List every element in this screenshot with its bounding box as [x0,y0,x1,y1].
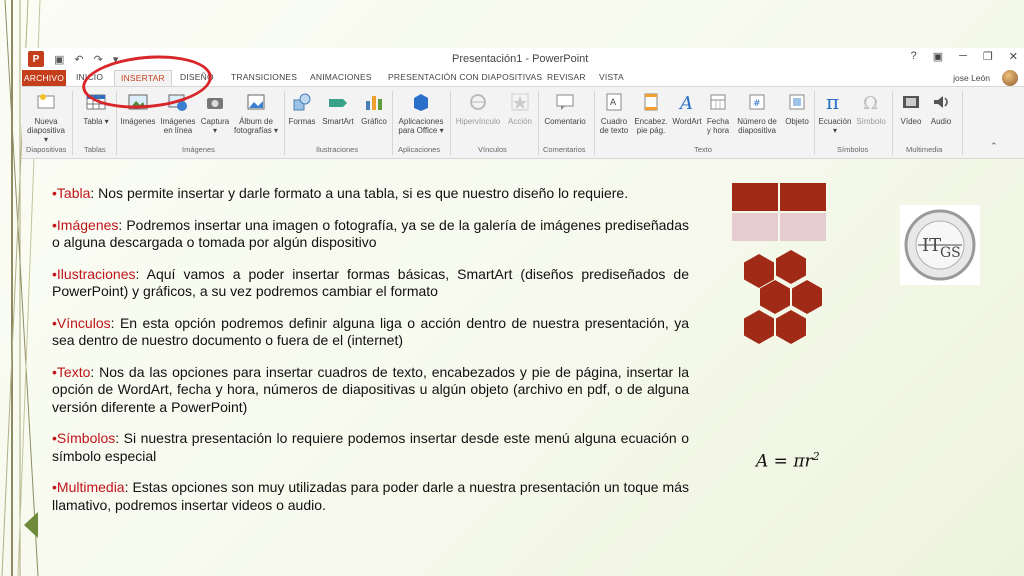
tab-inicio[interactable]: INICIO [76,72,104,82]
svg-text:IT: IT [922,235,942,256]
group-tablas: Tablas [84,145,106,154]
shapes-label: Formas [288,117,316,126]
textbox-label: Cuadro de texto [599,117,629,135]
avatar[interactable] [1002,70,1018,86]
group-texto: Texto [694,145,712,154]
powerpoint-logo-icon: P [28,51,44,67]
screenshot-label: Captura ▾ [200,117,230,135]
action-button[interactable] [504,91,536,126]
object-button[interactable] [782,91,812,126]
audio-button[interactable] [926,91,956,126]
photo-album-icon [245,91,267,113]
store-bag-icon [410,91,432,113]
group-ilustraciones: Ilustraciones [316,145,359,154]
slide-number-icon [746,91,768,113]
speaker-icon [930,91,952,113]
redo-icon[interactable]: ↷ [93,53,103,66]
group-comentarios: Comentarios [543,145,586,154]
area-formula: $A = \pi r^2$ [756,450,820,472]
close-button[interactable]: ✕ [1008,51,1018,63]
table-cell [732,183,778,211]
header-footer-icon [640,91,662,113]
comment-button[interactable] [540,91,590,126]
hexagon [760,280,790,314]
hexagon [776,310,806,344]
star-icon [509,91,531,113]
svg-text:#: # [753,99,761,109]
smartart-label: SmartArt [322,117,354,126]
bullet-ilustraciones: •Ilustraciones: Aquí vamos a poder insertar formas básicas, SmartArt (diseños prediseñados de PowerPoint) y gráficos, a su vez podremos cambiar el formato [52,265,689,299]
svg-text:A: A [610,98,617,108]
arrow-icon [24,512,38,538]
wordart-label: WordArt [672,117,702,126]
svg-text:GS: GS [940,245,961,261]
photo-album-label: Álbum de fotografías ▾ [233,117,279,135]
hexagon [792,280,822,314]
object-label: Objeto [785,117,809,126]
hyperlink-label: Hipervínculo [455,117,501,126]
help-button[interactable]: ? [910,50,917,62]
chart-label: Gráfico [361,117,387,126]
table-graphic [732,183,828,245]
tab-presentacion[interactable]: PRESENTACIÓN CON DIAPOSITIVAS [388,72,543,82]
bullet-multimedia: •Multimedia: Estas opciones son muy utilizadas para poder darle a nuestra presentación un toque más llamativo, podremos insertar videos o audio. [52,479,689,513]
bullet-simbolos: •Símbolos: Si nuestra presentación lo requiere podemos insertar desde este menú alguna ecuación o símbolo especial [52,430,689,464]
tab-vista[interactable]: VISTA [599,72,624,82]
group-diapositivas: Diapositivas [26,145,67,154]
comment-label: Comentario [544,117,586,126]
images-label: Imágenes [120,117,156,126]
office-apps-button[interactable] [394,91,448,135]
svg-text:A: A [680,93,693,113]
office-apps-label: Aplicaciones para Office ▾ [398,117,444,135]
new-slide-button[interactable] [24,91,68,144]
pi-icon [824,91,846,113]
bullet-tabla: •Tabla: Nos permite insertar y darle formato a una tabla, si es que nuestro diseño lo requiere. [52,185,629,201]
bullet-texto: •Texto: Nos da las opciones para insertar cuadros de texto, encabezados y pie de página, insertar la opción de WordArt, fecha y hora, números de diapositivas u algún objeto (archivo en pdf, o de alguna versión diferente a PowerPoint) [52,363,689,415]
hexagon [744,310,774,344]
hexagon [744,254,774,288]
audio-label: Audio [930,117,952,126]
hyperlink-button[interactable] [452,91,504,126]
group-vinculos: Vínculos [478,145,507,154]
header-footer-label: Encabez. pie pág. [634,117,668,135]
table-label: Tabla ▾ [83,117,109,126]
new-slide-label: Nueva diapositiva ▾ [27,117,65,144]
table-cell [732,213,778,241]
equation-label: Ecuación ▾ [818,117,852,135]
comment-icon [554,91,576,113]
minimize-button[interactable]: ─ [959,50,967,62]
group-aplicaciones: Aplicaciones [398,145,441,154]
chart-button[interactable] [358,91,390,126]
object-icon [786,91,808,113]
tab-revisar[interactable]: REVISAR [547,72,586,82]
wordart-button[interactable] [670,91,704,126]
smartart-icon [327,91,349,113]
textbox-icon [603,91,625,113]
hexagon [776,250,806,284]
window-title: Presentación1 - PowerPoint [452,53,589,65]
camera-icon [204,91,226,113]
wordart-icon [676,91,698,113]
symbol-label: Símbolo [856,117,886,126]
institute-logo [900,205,980,285]
tab-archivo[interactable]: ARCHIVO [22,70,66,86]
svg-text:Ω: Ω [863,93,878,113]
omega-icon [860,91,882,113]
tab-diseno[interactable]: DISEÑO [180,72,214,82]
textbox-button[interactable] [596,91,632,135]
header-footer-button[interactable] [632,91,670,135]
symbol-button[interactable] [854,91,888,126]
globe-link-icon [467,91,489,113]
equation-button[interactable] [816,91,854,135]
bullet-imagenes: •Imágenes: Podremos insertar una imagen o fotografía, ya se de la galería de imágenes prediseñadas o alguna descargada o tomada por algún dispositivo [52,216,689,250]
group-imagenes: Imágenes [182,145,215,154]
new-slide-icon [35,91,57,113]
smartart-button[interactable] [318,91,358,126]
table-cell [780,213,826,241]
action-label: Acción [507,117,532,126]
tab-animaciones[interactable]: ANIMACIONES [310,72,372,82]
quick-access-dropdown-icon[interactable]: ▾ [112,53,119,66]
collapse-ribbon-icon[interactable]: ⌃ [990,141,998,151]
online-images-label: Imágenes en línea [160,117,196,135]
table-cell [780,183,826,211]
svg-text:π: π [826,91,840,113]
undo-icon[interactable]: ↶ [74,53,84,66]
film-icon [900,91,922,113]
date-time-label: Fecha y hora [706,117,730,135]
shapes-icon [291,91,313,113]
calendar-icon [707,91,729,113]
slide-number-label: Número de diapositiva [737,117,777,135]
restore-button[interactable]: ❐ [982,51,993,63]
bullet-list [52,185,689,528]
save-icon[interactable]: ▣ [54,53,65,66]
date-time-button[interactable] [704,91,732,135]
video-button[interactable] [896,91,926,126]
video-label: Vídeo [900,117,922,126]
chart-icon [363,91,385,113]
hexagon-graphic [738,250,828,350]
photo-album-button[interactable] [232,91,280,135]
tab-transiciones[interactable]: TRANSICIONES [231,72,298,82]
tab-insertar[interactable]: INSERTAR [114,70,172,86]
slide-number-button[interactable] [732,91,782,135]
ribbon-options-button[interactable]: ▣ [932,51,944,63]
bullet-vinculos: •Vínculos: En esta opción podremos definir alguna liga o acción dentro de nuestra presentación, ya sea dentro de nuestro documento o fuera de el (internet) [52,314,689,348]
group-simbolos: Símbolos [837,145,869,154]
shapes-button[interactable] [286,91,318,126]
group-multimedia: Multimedia [906,145,943,154]
screenshot-button[interactable] [198,91,232,135]
user-name[interactable]: jose León [953,73,990,83]
